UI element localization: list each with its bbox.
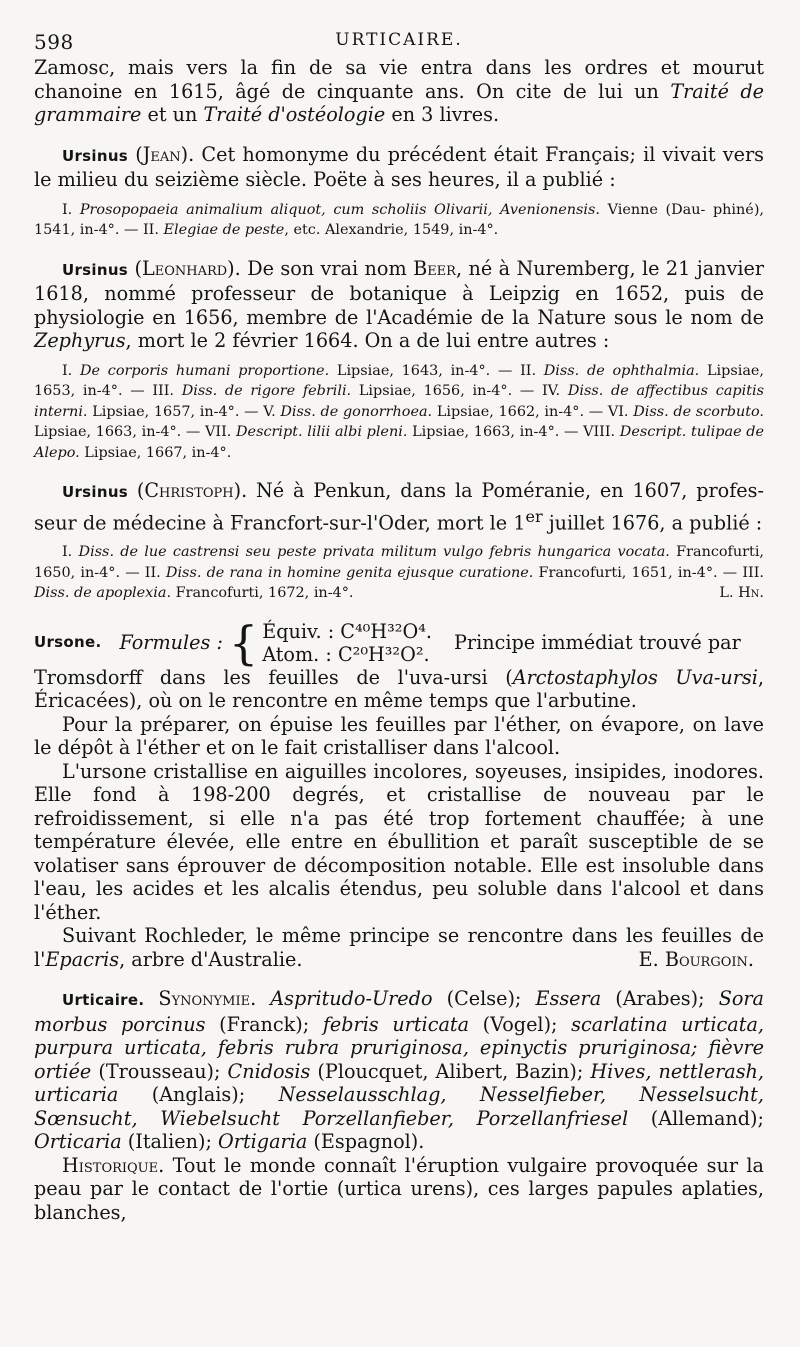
author-signature: L. Hn. bbox=[719, 585, 764, 602]
running-head: URTICAIRE. bbox=[335, 30, 463, 50]
headword: Ursinus bbox=[62, 483, 129, 501]
ursone-p1: Tromsdorff dans les feuilles de l'uva-ursi (Arctostaphylos Uva-ursi, Éricacées), où on le rencontre en même temps que l'arbutine. bbox=[34, 665, 764, 713]
headword-ursone: Ursone. bbox=[34, 633, 102, 652]
headword: Ursinus bbox=[62, 146, 129, 165]
formules-label: Formules : bbox=[119, 631, 223, 655]
ursone-formula-row: Ursone. Formules : { Équiv. : C⁴⁰H³²O⁴. Atom. : C²⁰H³²O². Principe immédiat trouvé par bbox=[34, 615, 741, 670]
entry-ursinus-jean: Ursinus (Jean). Cet homonyme du précédent était Français; il vivait vers le milieu du seizième siècle. Poëte à ses heures, il a publié : bbox=[34, 142, 764, 191]
entry-urticaire: Urticaire. Synonymie. Aspritudo-Uredo (Celse); Essera (Arabes); Sora morbus porcinus (Franck); febris urticata (Vogel); scarlatina urticata, purpura urticata, febris rubra pruriginosa, epinyctis pruriginosa; fièvre ortiée (Trousseau); Cnidosis (Ploucquet, Alibert, Bazin); Hives, nettlerash, urticaria (Anglais); Nesselausschlag, Nesselfieber, Nesselsucht, Sœnsucht, Wiebelsucht Porzellanfieber, Porzellanfriesel (Allemand); Orticaria (Italien); Ortigaria (Espagnol). bbox=[34, 987, 765, 1154]
bibliography-jean: I. Prosopopaeia animalium aliquot, cum scholiis Olivarii, Avenionensis. Vienne (Dau- phiné), 1541, in-4°. — II. Elegiae de peste, etc. Alexandrie, 1549, in-4°. bbox=[34, 201, 765, 238]
bibliography-christoph: I. Diss. de lue castrensi seu peste privata militum vulgo febris hungarica vocata. Francofurti, 1650, in-4°. — II. Diss. de rana in homine genita ejusque curatione. Francofurti, 1651, in-4°. — III. Diss. de apoplexia. Francofurti, 1672, in-4°. L. Hn. bbox=[34, 542, 764, 604]
urticaire-historique: Historique. Tout le monde connaît l'éruption vulgaire provoquée sur la peau par le contact de l'ortie (urtica urens), ces larges papules aplaties, blanches, bbox=[34, 1153, 764, 1224]
page-header bbox=[34, 30, 764, 56]
formula-atom: Atom. : C²⁰H³²O². bbox=[262, 642, 430, 666]
page-number: 598 bbox=[34, 30, 74, 54]
author-signature: E. Bourgoin. bbox=[638, 947, 754, 971]
bibliography-leonhard: I. De corporis humani proportione. Lipsiae, 1643, in-4°. — II. Diss. de ophthalmia. Lipsiae, 1653, in-4°. — III. Diss. de rigore febrili. Lipsiae, 1656, in-4°. — IV. Diss. de affectibus capitis interni. Lipsiae, 1657, in-4°. — V. Diss. de gonorrhoea. Lipsiae, 1662, in-4°. — VI. Diss. de scorbuto. Lipsiae, 1663, in-4°. — VII. Descript. lilii albi pleni. Lipsiae, 1663, in-4°. — VIII. Descript. tulipae de Alepo. Lipsiae, 1667, in-4°. bbox=[34, 362, 765, 461]
headword-urticaire: Urticaire. bbox=[62, 991, 145, 1010]
ursone-p3: L'ursone cristallise en aiguilles incolores, soyeuses, insipides, inodores. Elle fond à 198-200 degrés, et cristallise de nouveau par le refroidissement, si elle n'a pas été trop fortement chauffée; à une température élevée, elle entre en ébullition et paraît susceptible de se volatiser sans éprouver de décomposition notable. Elle est insoluble dans l'eau, les acides et les alcalis étendus, peu soluble dans l'alcool et dans l'éther. bbox=[34, 759, 764, 924]
page bbox=[34, 30, 764, 1224]
paragraph-zamosc: Zamosc, mais vers la fin de sa vie entra dans les ordres et mourut chanoine en 1615, âgé de cinquante ans. On cite de lui un Traité de grammaire et un Traité d'ostéologie en 3 livres. bbox=[34, 56, 764, 126]
entry-ursinus-leonhard: Ursinus (Leonhard). De son vrai nom Beer, né à Nuremberg, le 21 janvier 1618, nommé professeur de botanique à Leipzig en 1652, puis de physiologie en 1656, membre de l'Académie de la Nature sous le nom de Zephyrus, mort le 2 février 1664. On a de lui entre autres : bbox=[34, 256, 765, 352]
headword: Ursinus bbox=[62, 260, 129, 279]
formula-equiv: Équiv. : C⁴⁰H³²O⁴. bbox=[262, 619, 433, 643]
ursone-p2: Pour la préparer, on épuise les feuilles par l'éther, on évapore, on lave le dépôt à l'éther et on le fait cristalliser dans l'alcool. bbox=[34, 712, 764, 760]
entry-ursinus-christoph: Ursinus (Christoph). Né à Penkun, dans la Poméranie, en 1607, profes- seur de médecine à Francfort-sur-l'Oder, mort le 1er juillet 1676, a publié : bbox=[34, 479, 764, 534]
brace: { bbox=[228, 615, 259, 670]
ursone-p4: Suivant Rochleder, le même principe se rencontre dans les feuilles de l'Epacris, arbre d'Australie. E. Bourgoin. bbox=[34, 924, 764, 971]
formulas bbox=[262, 620, 432, 666]
